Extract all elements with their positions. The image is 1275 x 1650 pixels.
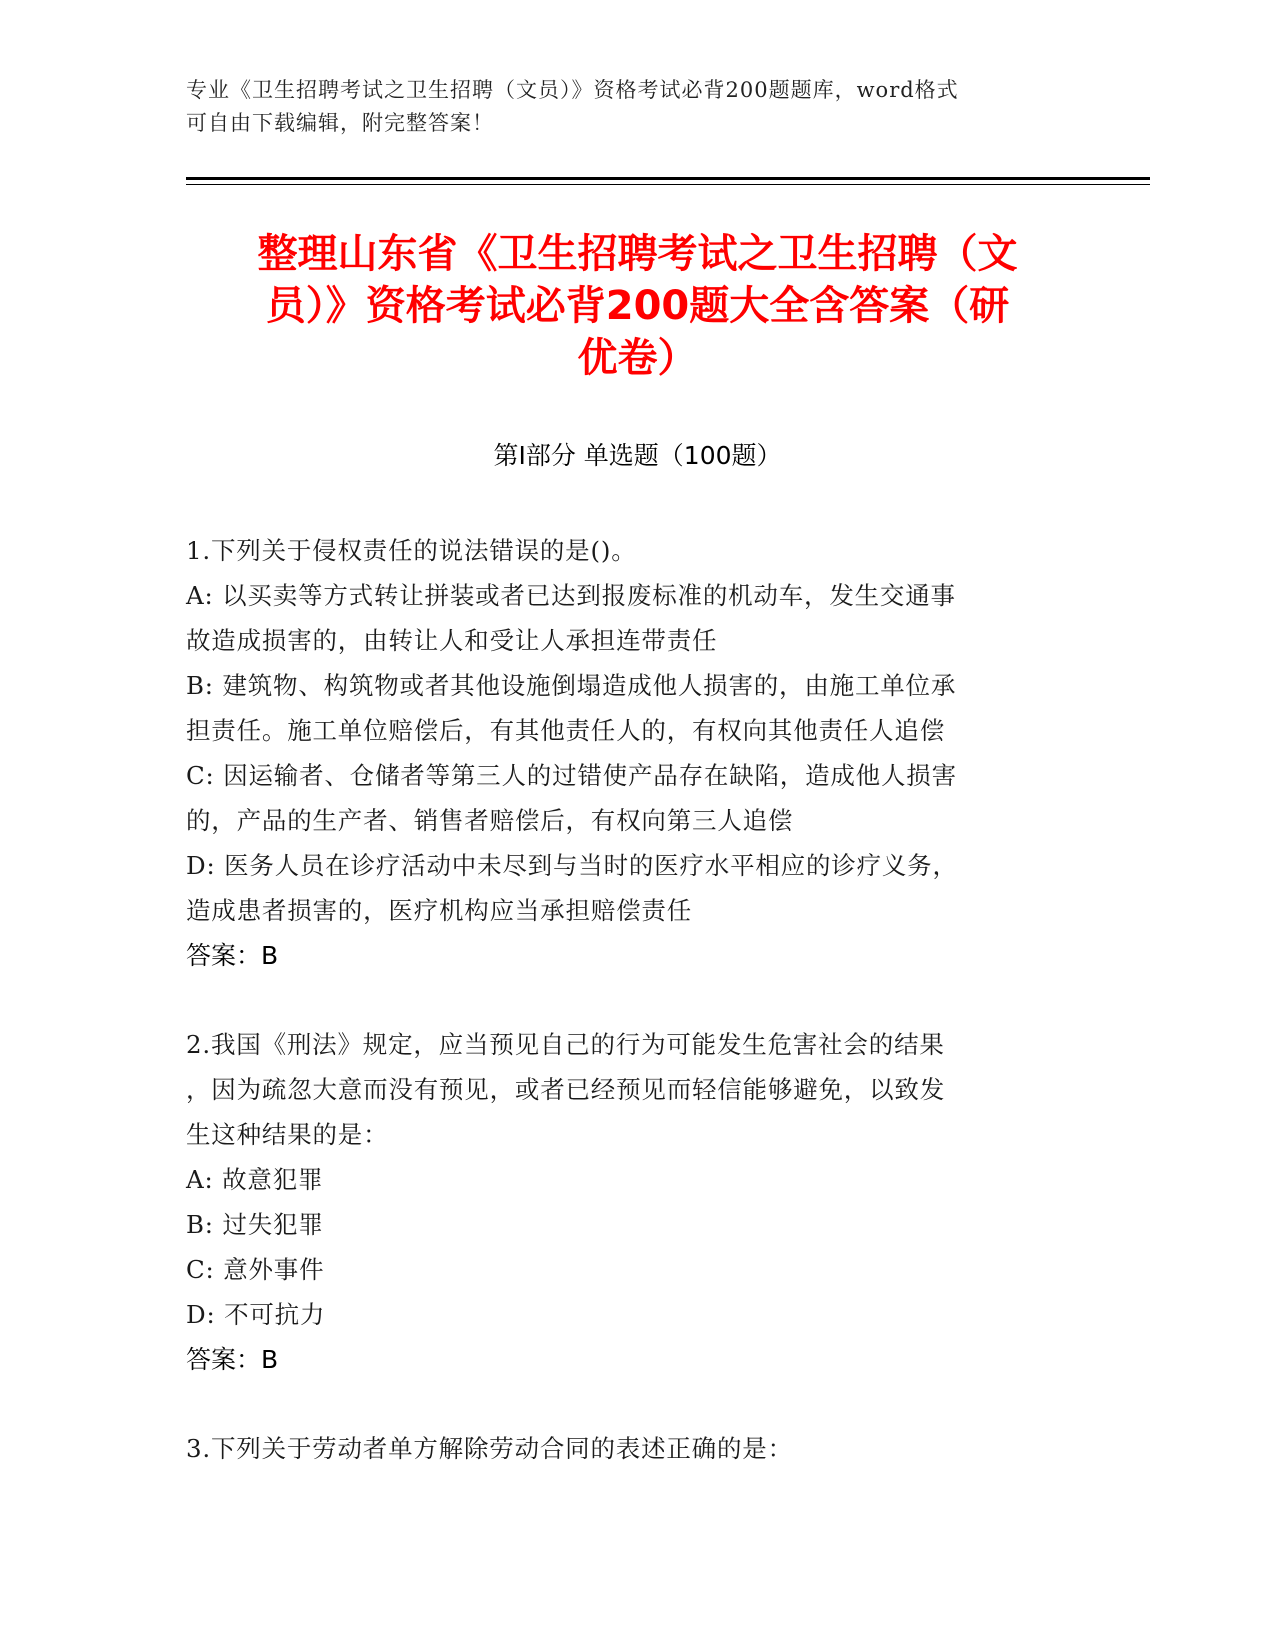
header-divider-thin	[186, 184, 1150, 185]
question-2-option-c: C: 意外事件	[186, 1255, 325, 1284]
question-1-stem: 1.下列关于侵权责任的说法错误的是()。	[186, 536, 637, 565]
title-line-3: 优卷）	[577, 335, 698, 381]
question-2-stem-line-3: 生这种结果的是：	[186, 1120, 389, 1149]
section-title: 第Ⅰ部分 单选题（100题）	[493, 441, 782, 470]
header-note-line-1: 专业《卫生招聘考试之卫生招聘（文员）》资格考试必背200题题库，word格式	[186, 78, 959, 102]
title-line-2: 员）》资格考试必背200题大全含答案（研	[265, 283, 1010, 329]
question-2-stem-line-2: ，因为疏忽大意而没有预见，或者已经预见而轻信能够避免，以致发	[186, 1075, 945, 1104]
question-2-option-b: B: 过失犯罪	[186, 1210, 324, 1239]
title-line-1: 整理山东省《卫生招聘考试之卫生招聘（文	[257, 231, 1018, 277]
question-list	[186, 528, 1076, 1471]
header-note	[186, 74, 1066, 140]
question-1-option-a-cont: 故造成损害的，由转让人和受让人承担连带责任	[186, 626, 718, 655]
question-1-option-c-cont: 的，产品的生产者、销售者赔偿后，有权向第三人追偿	[186, 806, 794, 835]
question-1-option-b-cont: 担责任。施工单位赔偿后，有其他责任人的，有权向其他责任人追偿	[186, 716, 945, 745]
header-divider-thick	[186, 177, 1150, 180]
header-note-line-2: 可自由下载编辑，附完整答案！	[186, 111, 494, 135]
question-3-stem: 3.下列关于劳动者单方解除劳动合同的表述正确的是：	[186, 1434, 793, 1463]
question-1	[186, 528, 1076, 978]
question-3	[186, 1426, 1076, 1471]
question-1-option-d: D: 医务人员在诊疗活动中未尽到与当时的医疗水平相应的诊疗义务，	[186, 851, 958, 880]
question-2-option-d: D: 不可抗力	[186, 1300, 326, 1329]
question-2	[186, 1022, 1076, 1382]
question-spacer	[186, 978, 1076, 1022]
question-1-option-a: A: 以买卖等方式转让拼装或者已达到报废标准的机动车，发生交通事	[186, 581, 956, 610]
question-1-option-c: C: 因运输者、仓储者等第三人的过错使产品存在缺陷，造成他人损害	[186, 761, 957, 790]
question-2-answer: 答案：B	[186, 1345, 279, 1374]
document-title	[150, 228, 1125, 384]
question-1-answer: 答案：B	[186, 941, 279, 970]
question-1-option-d-cont: 造成患者损害的，医疗机构应当承担赔偿责任	[186, 896, 692, 925]
question-2-stem-line-1: 2.我国《刑法》规定，应当预见自己的行为可能发生危害社会的结果	[186, 1030, 945, 1059]
question-2-option-a: A: 故意犯罪	[186, 1165, 324, 1194]
question-spacer	[186, 1382, 1076, 1426]
question-1-option-b: B: 建筑物、构筑物或者其他设施倒塌造成他人损害的，由施工单位承	[186, 671, 957, 700]
